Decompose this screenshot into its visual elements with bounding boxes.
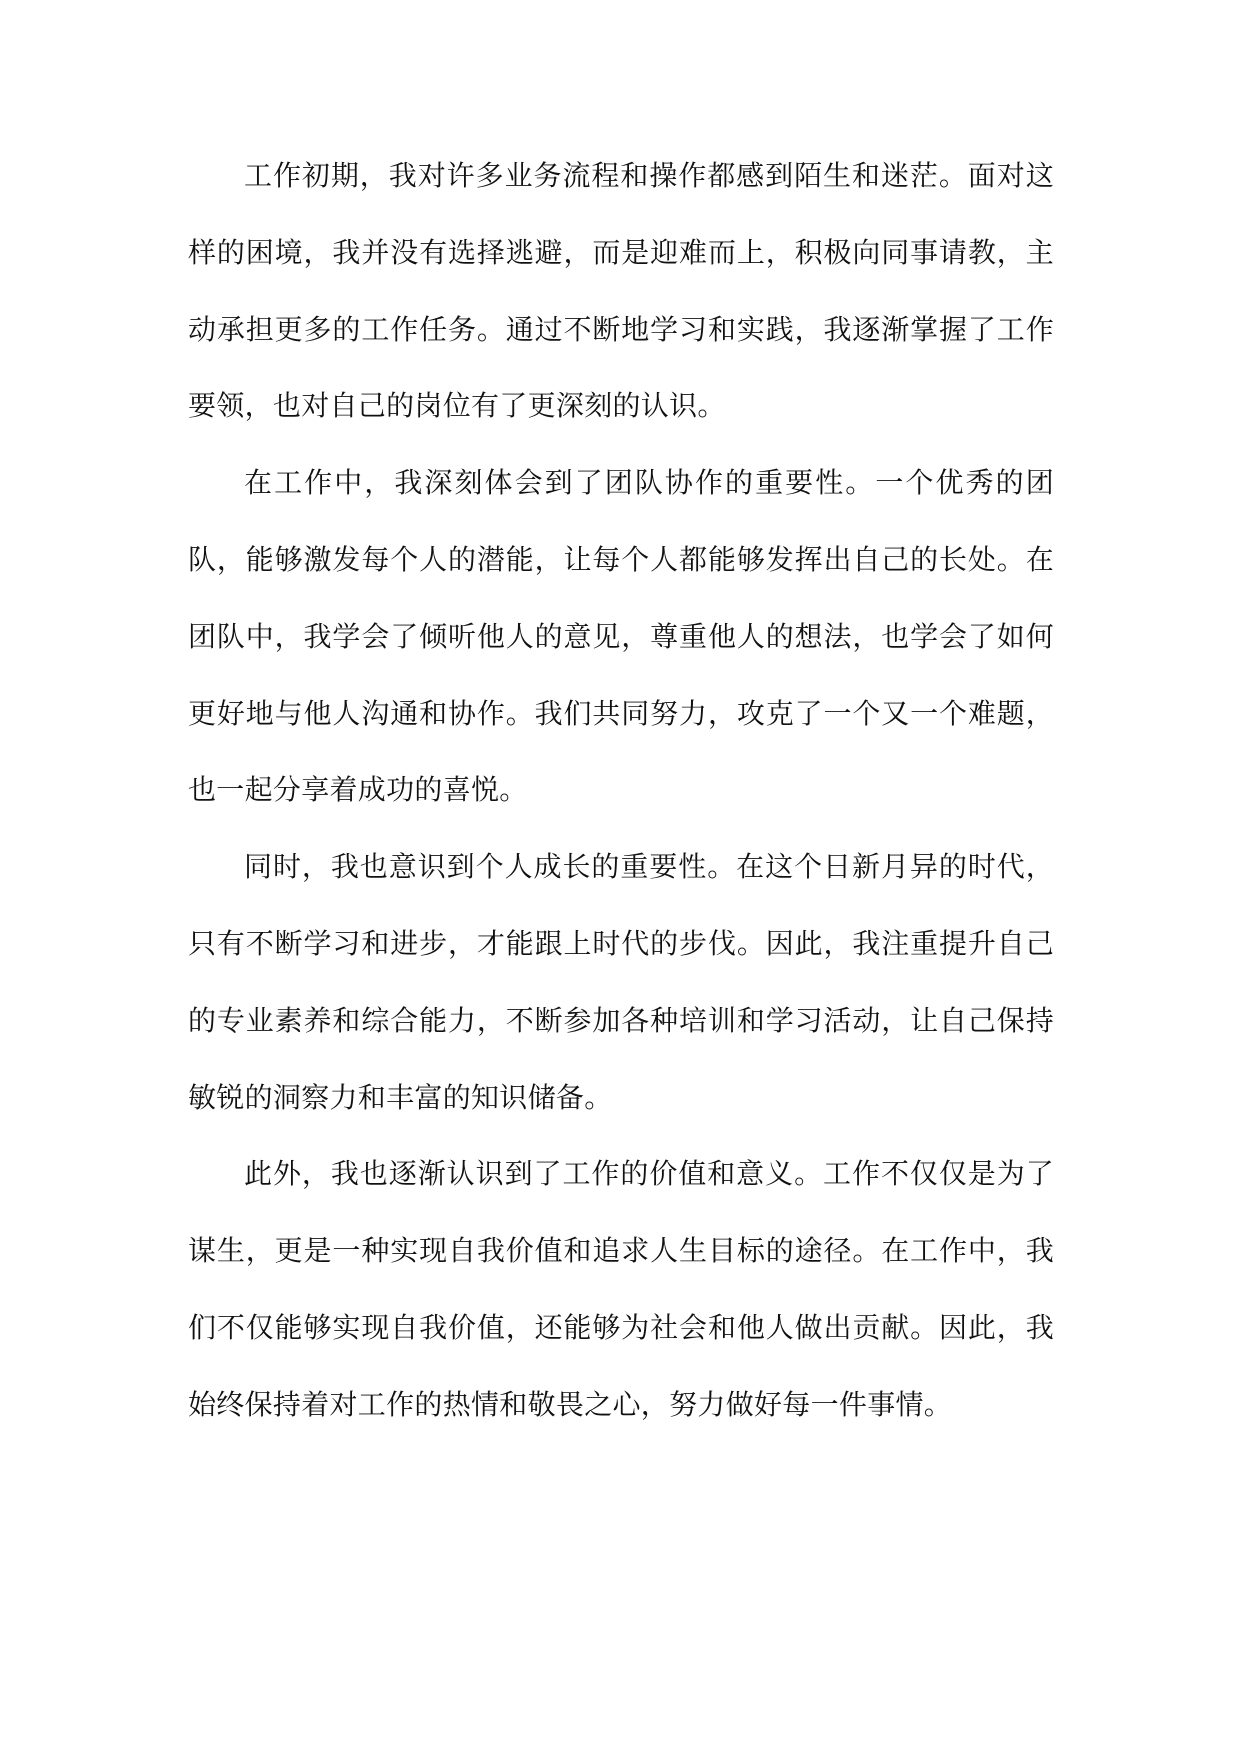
paragraph-personal-growth: 同时，我也意识到个人成长的重要性。在这个日新月异的时代，只有不断学习和进步，才能跟上时代的步伐。因此，我注重提升自己的专业素养和综合能力，不断参加各种培训和学习活动，让自己保持敏锐的洞察力和丰富的知识储备。 xyxy=(188,850,1054,1114)
paragraph-teamwork: 在工作中，我深刻体会到了团队协作的重要性。一个优秀的团队，能够激发每个人的潜能，让每个人都能够发挥出自己的长处。在团队中，我学会了倾听他人的意见，尊重他人的想法，也学会了如何更好地与他人沟通和协作。我们共同努力，攻克了一个又一个难题，也一起分享着成功的喜悦。 xyxy=(188,466,1054,807)
paragraph-work-value: 此外，我也逐渐认识到了工作的价值和意义。工作不仅仅是为了谋生，更是一种实现自我价值和追求人生目标的途径。在工作中，我们不仅能够实现自我价值，还能够为社会和他人做出贡献。因此，我始终保持着对工作的热情和敬畏之心，努力做好每一件事情。 xyxy=(188,1157,1054,1421)
paragraph-work-beginning: 工作初期，我对许多业务流程和操作都感到陌生和迷茫。面对这样的困境，我并没有选择逃避，而是迎难而上，积极向同事请教，主动承担更多的工作任务。通过不断地学习和实践，我逐渐掌握了工作要领，也对自己的岗位有了更深刻的认识。 xyxy=(188,159,1054,423)
document-body xyxy=(188,138,1054,1444)
